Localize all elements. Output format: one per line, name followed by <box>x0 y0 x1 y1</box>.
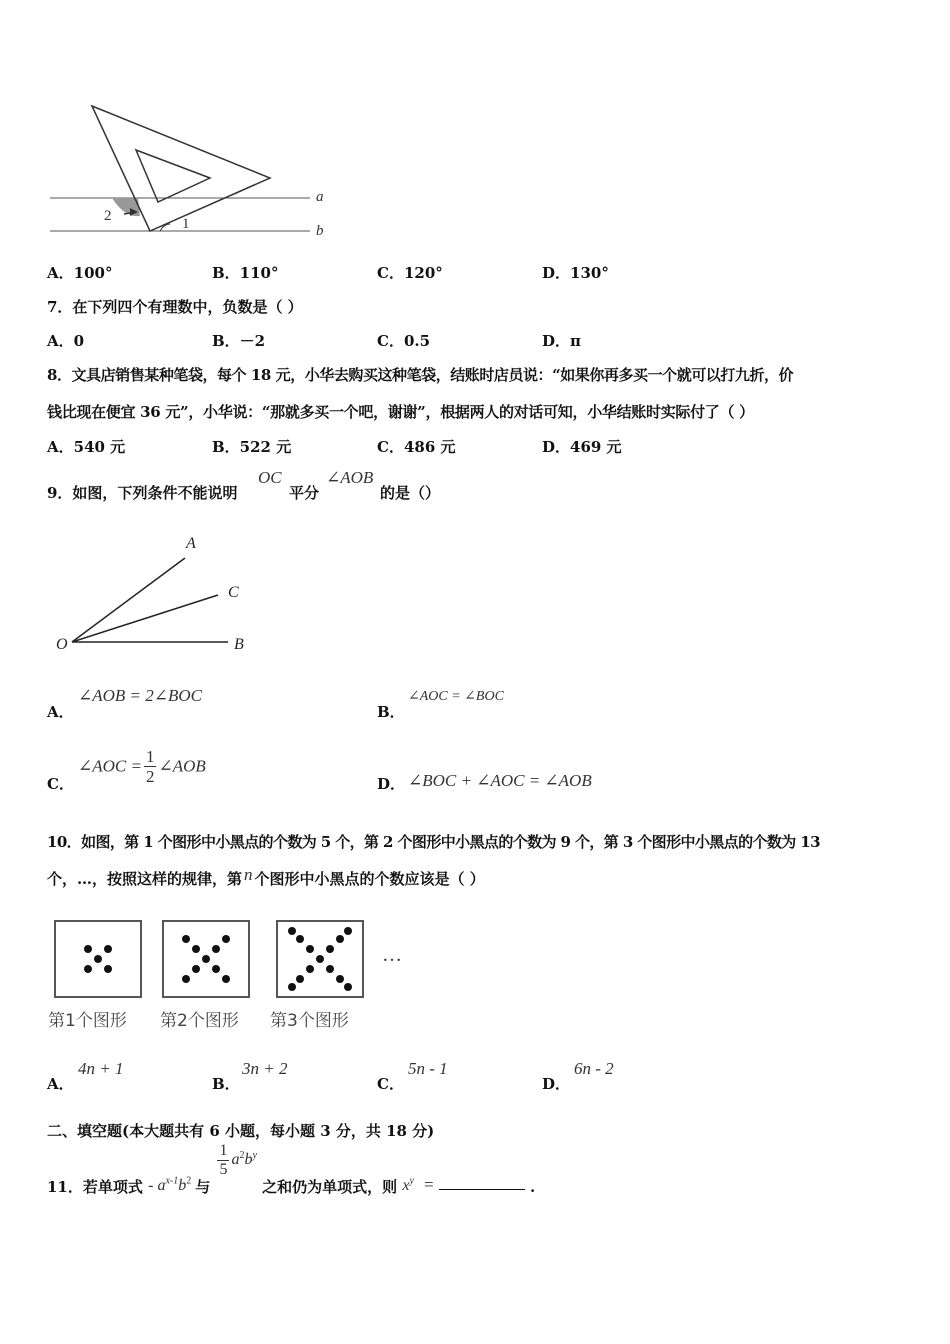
q9-suffix: 的是（） <box>380 484 441 502</box>
q7-text: 7．在下列四个有理数中，负数是（ ） <box>47 298 303 316</box>
q11-term1-aexp: x-1 <box>165 1175 179 1187</box>
label-b: b <box>316 223 324 238</box>
q9-option-a-label: A． <box>47 703 74 721</box>
q11-x: x <box>402 1177 410 1195</box>
q11-frac-den: 5 <box>219 1161 228 1178</box>
q11-x-term <box>402 1177 418 1194</box>
ray-oa <box>72 558 185 642</box>
q9-aob: ∠AOB <box>326 468 374 487</box>
point-b: B <box>234 636 244 653</box>
point-a: A <box>186 535 196 552</box>
point-c: C <box>228 584 239 601</box>
q10-option-b-label: B． <box>212 1075 240 1093</box>
q10-option-c-math: 5n - 1 <box>408 1059 448 1078</box>
q7-option-a: A．0 <box>47 332 85 350</box>
q9-option-a-math: ∠AOB = 2∠BOC <box>78 686 203 705</box>
q11-term2-bexp: y <box>252 1149 257 1161</box>
q9-option-d-math: ∠BOC + ∠AOC = ∠AOB <box>408 771 592 790</box>
label-2: 2 <box>104 208 112 224</box>
q6-figure <box>40 98 340 238</box>
q8-option-a: A．540 元 <box>47 438 126 456</box>
q10-option-a-label: A． <box>47 1075 74 1093</box>
q11-term1-bexp: 2 <box>186 1175 192 1187</box>
q11-frac-num: 1 <box>219 1142 228 1159</box>
q11-term2-b: b <box>244 1151 253 1169</box>
q9-option-b-math: ∠AOC = ∠BOC <box>408 689 504 704</box>
q11-term2-aexp: 2 <box>239 1149 245 1161</box>
q10-line2-pre: 个，…，按照这样的规律，第 <box>47 870 243 888</box>
q10-line1: 10．如图，第 1 个图形中小黑点的个数为 5 个，第 2 个图形中小黑点的个数为 9 个，第 3 个图形中小黑点的个数为 13 <box>47 833 820 851</box>
q9-mid: 平分 <box>289 484 320 502</box>
q9-c-num: 1 <box>145 747 155 766</box>
q10-figure-2-dots <box>164 922 248 996</box>
q6-option-a: A．100° <box>47 264 113 282</box>
q8-line2: 钱比现在便宜 36 元”，小华说：“那就多买一个吧，谢谢”，根据两人的对话可知，小华结账时实际付了（ ） <box>47 403 754 421</box>
q10-option-d-label: D． <box>542 1075 571 1093</box>
q11-term1 <box>148 1177 195 1194</box>
q7-option-d: D．π <box>542 332 581 350</box>
ray-oc <box>72 595 218 642</box>
q10-caption-2: 第2个图形 <box>160 1011 239 1031</box>
label-1: 1 <box>182 216 190 232</box>
q11-term1-a: - a <box>148 1177 166 1195</box>
q9-c-lhs: ∠AOC = <box>78 756 142 776</box>
point-o: O <box>56 636 68 653</box>
q10-figure-1 <box>54 920 142 998</box>
q7-option-c: C．0.5 <box>377 332 431 350</box>
q11-line <box>47 1142 536 1197</box>
q10-figure-1-dots <box>56 922 140 996</box>
q9-option-c-math <box>78 748 206 785</box>
q9-option-b-label: B． <box>377 703 405 721</box>
q9-option-c-label: C． <box>47 775 74 793</box>
q10-ellipsis: … <box>382 944 402 966</box>
q6-option-b: B．110° <box>212 264 279 282</box>
q9-c-fraction <box>144 748 157 785</box>
q10-option-d-math: 6n - 2 <box>574 1059 614 1078</box>
q10-line2 <box>47 865 485 889</box>
q10-option-b-math: 3n + 2 <box>242 1059 288 1078</box>
q11-x-exp: y <box>409 1175 414 1187</box>
q6-option-c: C．120° <box>377 264 443 282</box>
q11-mid: 之和仍为单项式，则 <box>262 1178 398 1197</box>
q9-c-rhs: ∠AOB <box>158 756 206 776</box>
q11-term2 <box>215 1143 256 1178</box>
q9-oc: OC <box>258 468 282 487</box>
q10-option-c-label: C． <box>377 1075 404 1093</box>
q10-caption-1: 第1个图形 <box>48 1011 127 1031</box>
q11-fraction <box>217 1143 229 1178</box>
angle-1-arc <box>160 224 170 231</box>
q7-option-b: B．－2 <box>212 332 266 350</box>
q11-eq: = <box>423 1175 434 1195</box>
q11-with: 与 <box>195 1178 211 1197</box>
q11-term2-a: a <box>231 1151 240 1169</box>
q10-option-a-math: 4n + 1 <box>78 1059 124 1078</box>
label-a: a <box>316 189 324 205</box>
q8-option-c: C．486 元 <box>377 438 456 456</box>
q9-prefix: 9．如图，下列条件不能说明 <box>47 484 238 502</box>
q9-option-d-label: D． <box>377 775 406 793</box>
section-2-title: 二、填空题(本大题共有 6 小题，每小题 3 分，共 18 分) <box>47 1122 435 1140</box>
q9-angle-figure <box>50 530 270 660</box>
q11-answer-blank[interactable] <box>439 1175 525 1190</box>
q8-option-d: D．469 元 <box>542 438 622 456</box>
q11-end: . <box>530 1178 536 1197</box>
q10-n: n <box>244 865 253 884</box>
q11-prefix: 11．若单项式 <box>47 1178 143 1197</box>
q10-figure-3-dots <box>278 922 362 996</box>
q10-line2-post: 个图形中小黑点的个数应该是（ ） <box>254 870 485 888</box>
q6-option-d: D．130° <box>542 264 609 282</box>
q8-line1: 8．文具店销售某种笔袋，每个 18 元，小华去购买这种笔袋，结账时店员说：“如果你再多买一个就可以打九折，价 <box>47 366 794 384</box>
q10-figure-2 <box>162 920 250 998</box>
q9-c-den: 2 <box>145 767 155 786</box>
triangle-ruler-inner <box>136 150 210 202</box>
q10-figure-3 <box>276 920 364 998</box>
q8-option-b: B．522 元 <box>212 438 292 456</box>
triangle-ruler-outer <box>92 106 270 231</box>
q11-term1-b: b <box>178 1177 187 1195</box>
q10-caption-3: 第3个图形 <box>270 1011 349 1031</box>
